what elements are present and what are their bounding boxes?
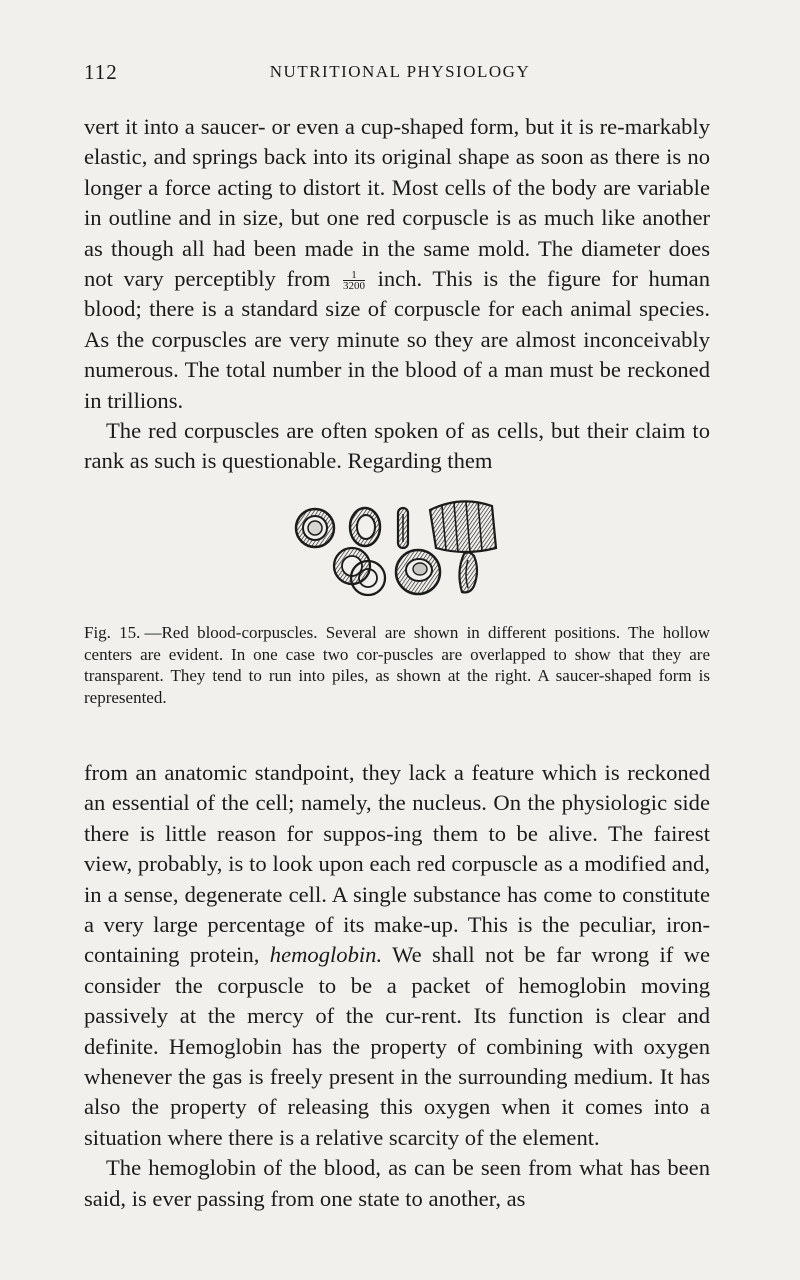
text-run: inch. This is the figure for human blood; there is a standard size of corpuscle for each animal species. As the corpuscles are very minute so they are almost inconceivably numerous. The total number in the blood of a man must be reckoned in trillions. (84, 266, 710, 413)
paragraph: The red corpuscles are often spoken of as cells, but their claim to rank as such is questionable. Regarding them (84, 418, 710, 474)
corpuscle-pile (430, 501, 496, 552)
corpuscle-edge-on (398, 508, 408, 548)
fraction (343, 268, 365, 292)
caption-text: —Red blood-corpuscles. Several are shown in different positions. The hollow centers are evident. In one case two cor-puscles are overlapped to show that they are transparent. They tend to run into piles, as shown at the right. A saucer-shaped form is represented. (84, 623, 710, 707)
text-run: from an anatomic standpoint, they lack a feature which is reckoned an essential of the cell; namely, the nucleus. On the physiologic side there is little reason for suppos-ing them to be alive. The fairest view, probably, is to look upon each red corpuscle as a modified and, in a sense, degenerate cell. A single substance has come to constitute a very large percentage of its make-up. This is the peculiar, iron-containing protein, (84, 760, 710, 968)
body-text-top (84, 112, 710, 477)
fraction-numerator: 1 (351, 268, 357, 281)
body-text-bottom (84, 758, 710, 1214)
figure-caption (84, 622, 710, 708)
corpuscle-saucer (396, 550, 440, 594)
figure-label: Fig. 15. (84, 623, 141, 642)
paragraph (84, 112, 710, 416)
figure-illustration (270, 490, 530, 600)
running-head: NUTRITIONAL PHYSIOLOGY (269, 62, 531, 81)
text-run: We shall not be far wrong if we consider the corpuscle to be a packet of hemoglobin moving passively at the mercy of the cur-rent. Its function is clear and definite. Hemoglobin has the property of combining with oxygen whenever the gas is freely present in the surrounding medium. It has also the property of releasing this oxygen when it comes into a situation where there is a relative scarcity of the element. (84, 942, 711, 1150)
paragraph: The hemoglobin of the blood, as can be seen from what has been said, is ever passing from one state to another, as (84, 1155, 710, 1211)
paragraph (84, 758, 710, 1153)
corpuscles-overlapped (334, 548, 385, 595)
fraction-denominator: 3200 (343, 279, 365, 292)
page-number: 112 (84, 60, 118, 84)
corpuscle-tilted (350, 508, 380, 546)
red-corpuscles-drawing (270, 490, 530, 600)
corpuscle-face-on (296, 509, 334, 547)
term-hemoglobin: hemoglobin. (269, 942, 383, 968)
page-header (84, 60, 716, 94)
text-run: vert it into a saucer- or even a cup-shaped form, but it is re-markably elastic, and springs back into its original shape as soon as there is no longer a force acting to distort it. Most cells of the body are variable in outline and in size, but one red corpuscle is as much like another as though all had been made in the same mold. The diameter does not vary perceptibly from (84, 114, 710, 292)
corpuscle-edge-curved (459, 552, 477, 592)
